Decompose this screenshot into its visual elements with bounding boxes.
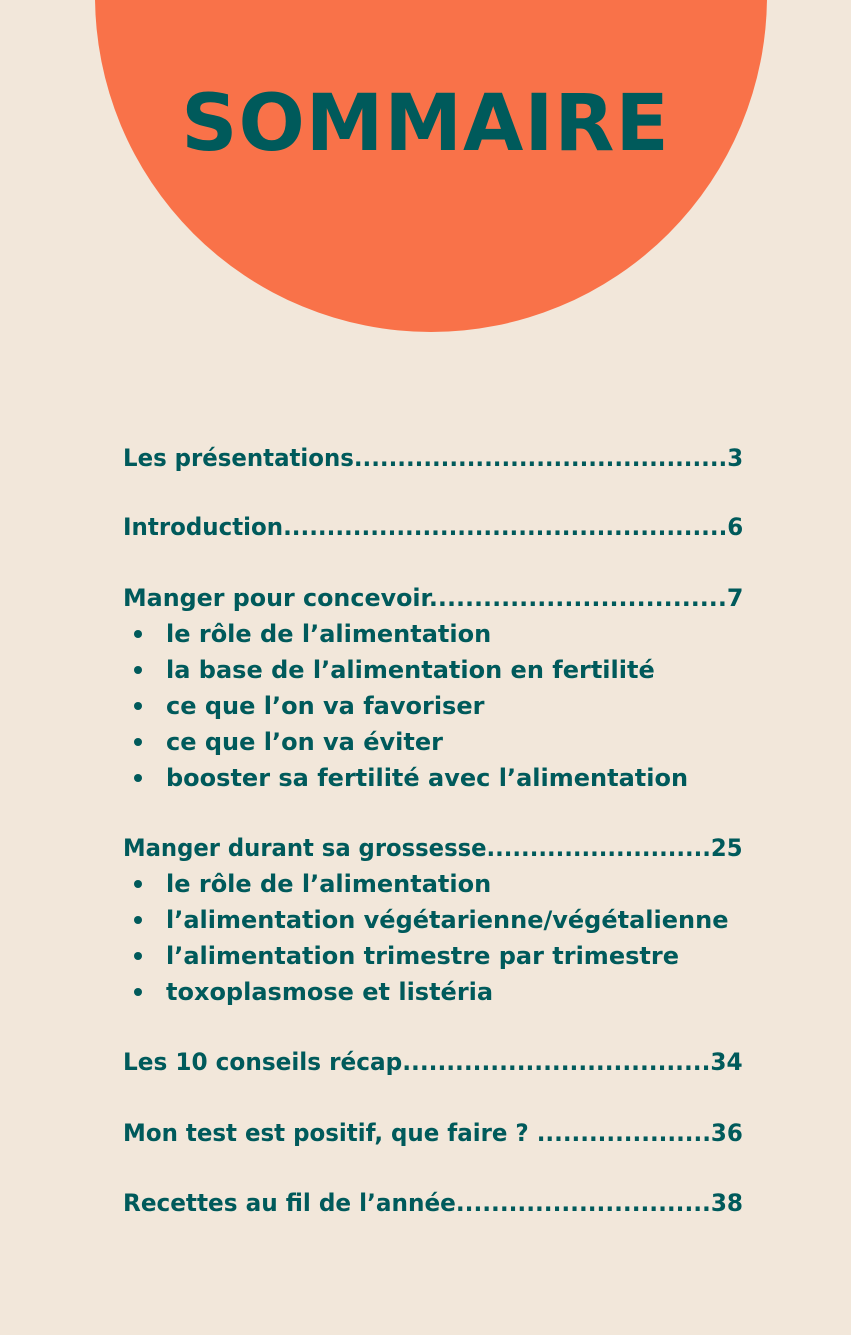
toc-entry-presentations[interactable] bbox=[123, 442, 743, 474]
toc-leader-dots: ........................................... bbox=[353, 444, 728, 472]
toc-subitem[interactable]: le rôle de l’alimentation bbox=[123, 866, 729, 902]
toc-entry-label: Les 10 conseils récap bbox=[123, 1048, 403, 1076]
bullet-icon bbox=[134, 916, 142, 924]
bullet-icon bbox=[134, 952, 142, 960]
toc-entry-label: Introduction bbox=[123, 513, 284, 541]
toc-page-number: 34 bbox=[710, 1048, 743, 1076]
bullet-icon bbox=[134, 880, 142, 888]
bullet-icon bbox=[134, 988, 142, 996]
page-title: SOMMAIRE bbox=[181, 79, 670, 169]
bullet-icon bbox=[134, 666, 142, 674]
toc-entry-manger-durant-grossesse[interactable] bbox=[123, 832, 743, 864]
toc-entry-introduction[interactable] bbox=[123, 511, 743, 543]
toc-leader-dots: ................................. bbox=[428, 584, 727, 612]
bullet-icon bbox=[134, 702, 142, 710]
toc-entry-test-positif[interactable] bbox=[123, 1117, 743, 1149]
toc-page-number: 7 bbox=[726, 584, 744, 612]
toc-page-number: 6 bbox=[727, 513, 744, 541]
toc-leader-dots: .................... bbox=[536, 1119, 711, 1147]
toc-sublist-grossesse bbox=[123, 866, 729, 1010]
toc-subitem[interactable]: booster sa fertilité avec l’alimentation bbox=[123, 760, 688, 796]
toc-entry-label: Manger pour concevoir bbox=[123, 584, 429, 612]
toc-subitem[interactable]: ce que l’on va favoriser bbox=[123, 688, 688, 724]
bullet-icon bbox=[134, 738, 142, 746]
bullet-icon bbox=[134, 774, 142, 782]
toc-subitem[interactable]: la base de l’alimentation en fertilité bbox=[123, 652, 688, 688]
toc-subitem[interactable]: l’alimentation végétarienne/végétalienne bbox=[123, 902, 729, 938]
toc-page-number: 38 bbox=[710, 1189, 744, 1217]
toc-page-number: 36 bbox=[710, 1119, 743, 1147]
toc-leader-dots: ................................... bbox=[402, 1048, 711, 1076]
toc-entry-label: Mon test est positif, que faire ? bbox=[123, 1119, 537, 1147]
toc-subitem[interactable]: toxoplasmose et listéria bbox=[123, 974, 729, 1010]
toc-sublist-concevoir bbox=[123, 616, 688, 796]
toc-entry-label: Les présentations bbox=[123, 444, 354, 472]
toc-subitem[interactable]: le rôle de l’alimentation bbox=[123, 616, 688, 652]
toc-entry-conseils-recap[interactable] bbox=[123, 1046, 743, 1078]
toc-leader-dots: ............................. bbox=[455, 1189, 711, 1217]
toc-leader-dots: ................................................... bbox=[283, 513, 728, 541]
toc-page-number: 25 bbox=[710, 834, 743, 862]
toc-entry-label: Manger durant sa grossesse bbox=[123, 834, 487, 862]
toc-entry-manger-pour-concevoir[interactable] bbox=[123, 582, 743, 614]
toc-subitem[interactable]: ce que l’on va éviter bbox=[123, 724, 688, 760]
toc-entry-recettes[interactable] bbox=[123, 1187, 743, 1219]
toc-subitem[interactable]: l’alimentation trimestre par trimestre bbox=[123, 938, 729, 974]
toc-entry-label: Recettes au fil de l’année bbox=[123, 1189, 456, 1217]
bullet-icon bbox=[134, 630, 142, 638]
toc-leader-dots: .......................... bbox=[486, 834, 711, 862]
toc-page-number: 3 bbox=[727, 444, 744, 472]
